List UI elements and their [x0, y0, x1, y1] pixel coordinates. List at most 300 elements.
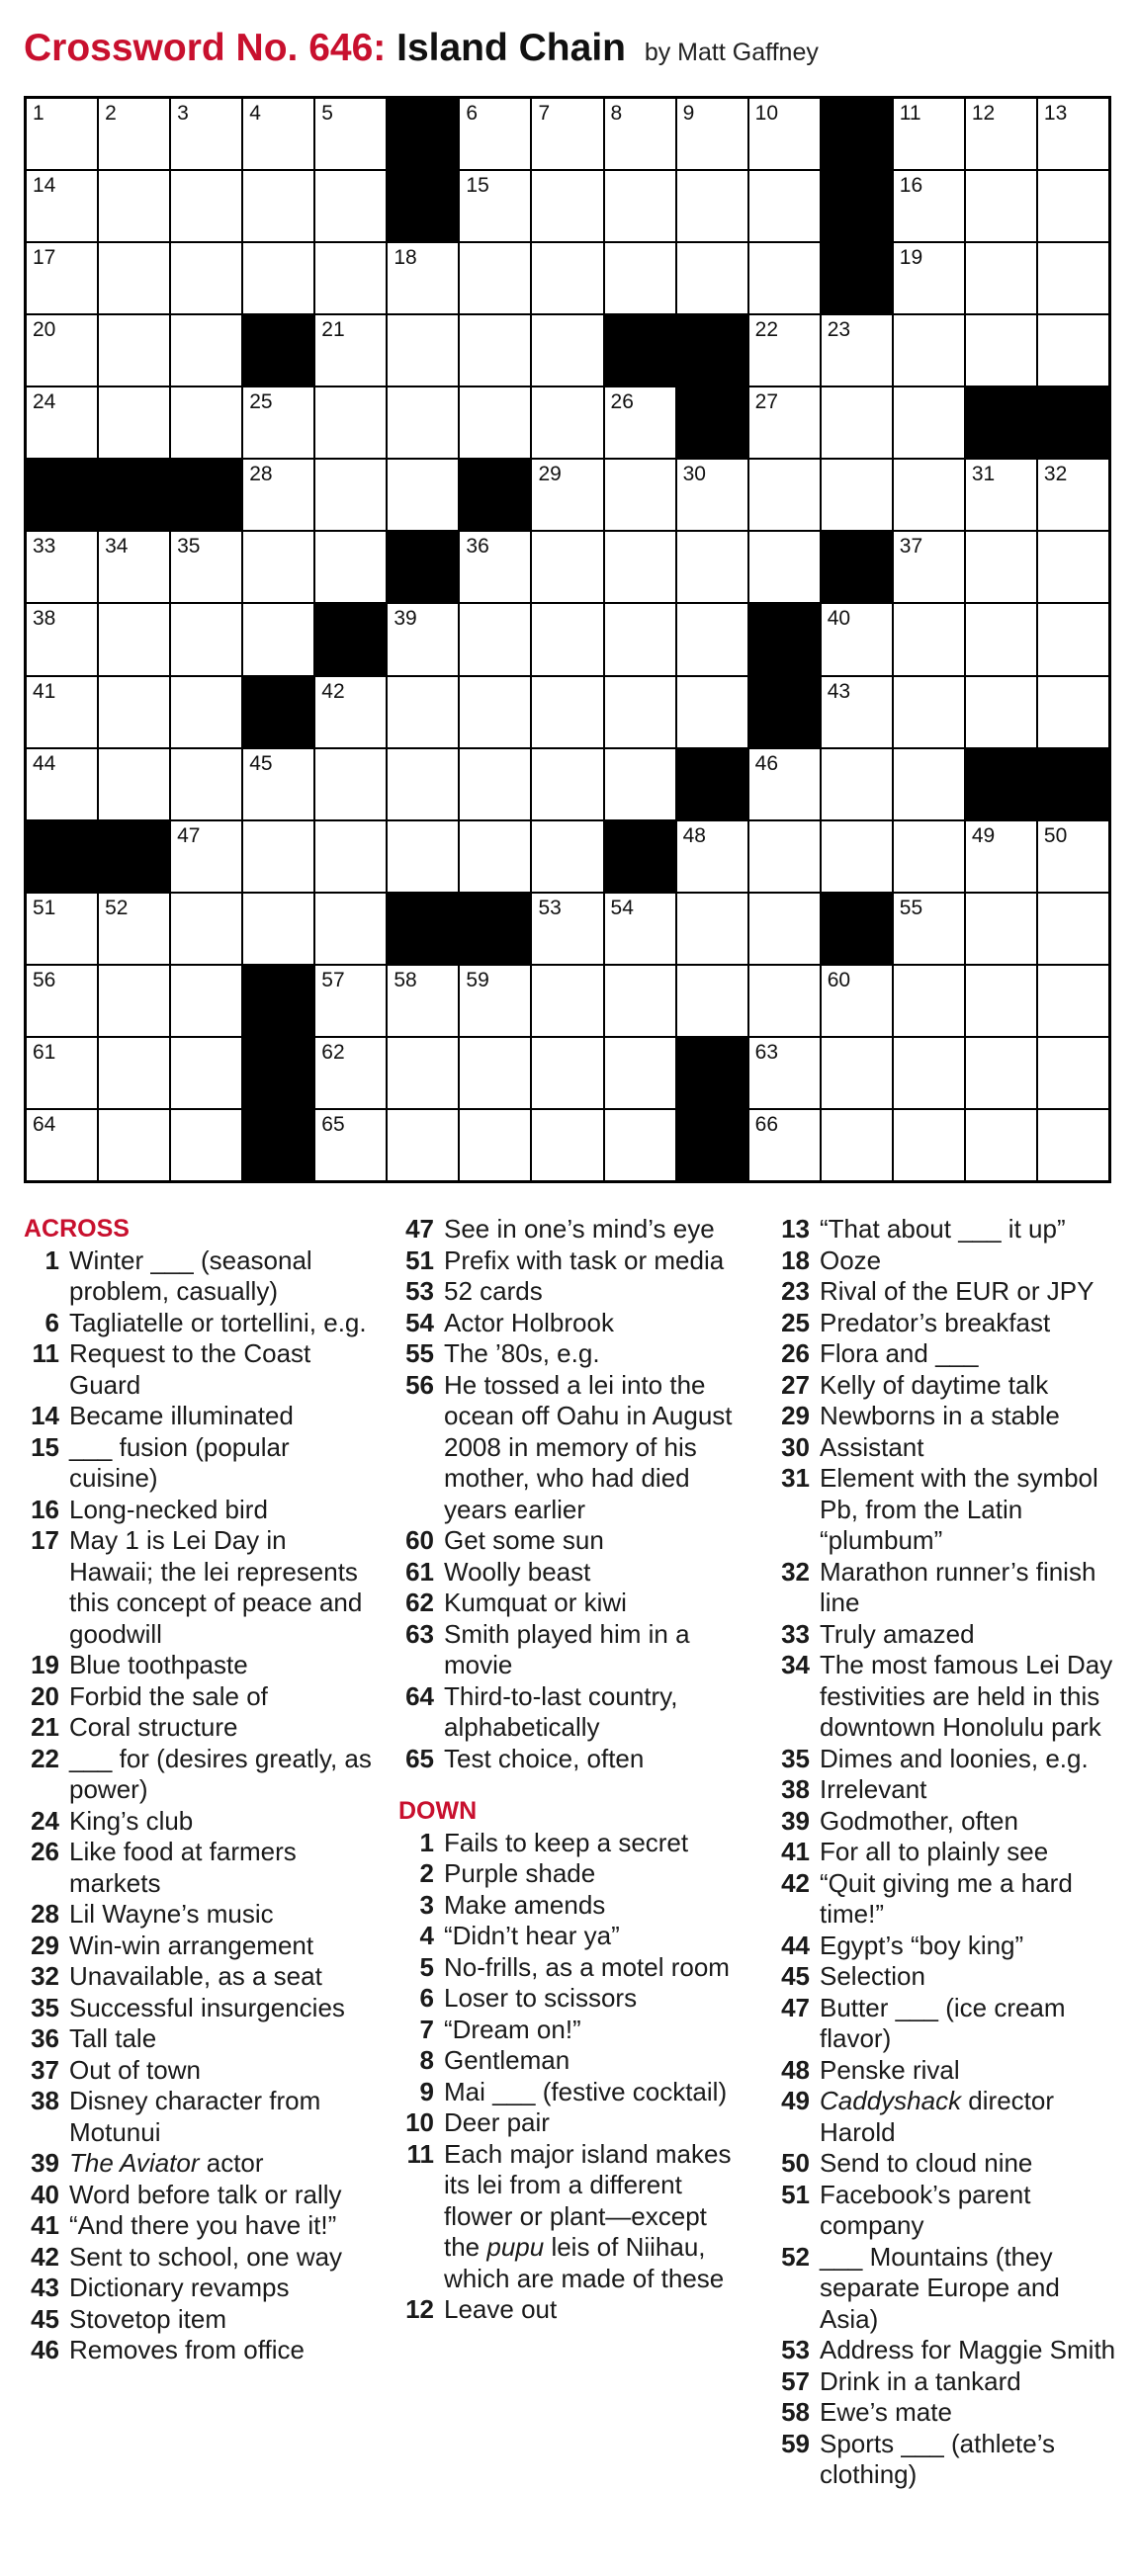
grid-square[interactable] [27, 966, 97, 1036]
clue-number: 33 [781, 1618, 810, 1649]
clue-text: “Didn’t hear ya” [444, 1921, 620, 1950]
down-clue-2 [398, 1858, 749, 1890]
grid-square[interactable] [605, 99, 675, 169]
grid-square[interactable] [894, 677, 964, 747]
grid-square[interactable] [99, 677, 169, 747]
grid-square[interactable] [171, 99, 241, 169]
grid-square[interactable] [894, 243, 964, 313]
grid-square[interactable] [315, 677, 386, 747]
grid-square[interactable] [677, 821, 747, 892]
grid-square[interactable] [388, 387, 458, 458]
clue-text: Became illuminated [69, 1401, 294, 1430]
grid-square[interactable] [1038, 99, 1108, 169]
down-clue-48 [774, 2055, 1120, 2087]
crossword-grid [24, 96, 1111, 1183]
grid-square[interactable] [315, 966, 386, 1036]
grid-square[interactable] [27, 532, 97, 602]
grid-square[interactable] [966, 677, 1036, 747]
black-square [27, 460, 97, 530]
square-number: 35 [177, 535, 201, 558]
clue-number: 42 [31, 2241, 59, 2272]
grid-square[interactable] [315, 387, 386, 458]
down-clue-13 [774, 1214, 1120, 1245]
grid-square[interactable] [171, 821, 241, 892]
grid-square[interactable] [460, 99, 530, 169]
grid-square[interactable] [749, 99, 820, 169]
grid-square[interactable] [460, 821, 530, 892]
grid-square[interactable] [749, 243, 820, 313]
grid-square[interactable] [27, 315, 97, 386]
grid-square[interactable] [605, 749, 675, 819]
grid-square[interactable] [315, 171, 386, 241]
grid-square[interactable] [27, 749, 97, 819]
square-number: 36 [466, 535, 489, 558]
black-square [822, 243, 892, 313]
square-number: 19 [899, 246, 923, 270]
clue-number: 1 [44, 1245, 59, 1275]
grid-square[interactable] [99, 243, 169, 313]
clue-number: 62 [405, 1588, 434, 1617]
grid-square[interactable] [966, 532, 1036, 602]
grid-square[interactable] [605, 677, 675, 747]
grid-square[interactable] [1038, 966, 1108, 1036]
clue-number: 54 [405, 1307, 434, 1337]
clue-text: Ooze [820, 1245, 882, 1275]
clue-text: Address for Maggie Smith [820, 2335, 1116, 2364]
grid-square[interactable] [99, 749, 169, 819]
grid-square[interactable] [605, 604, 675, 674]
clue-text: Word before talk or rally [69, 2179, 342, 2209]
grid-square[interactable] [605, 387, 675, 458]
clue-number: 21 [31, 1712, 59, 1742]
grid-square[interactable] [677, 532, 747, 602]
grid-square[interactable] [171, 387, 241, 458]
square-number: 53 [538, 896, 562, 919]
grid-square[interactable] [315, 749, 386, 819]
grid-square[interactable] [460, 171, 530, 241]
grid-square[interactable] [677, 99, 747, 169]
grid-square[interactable] [749, 387, 820, 458]
down-clue-30 [774, 1432, 1120, 1464]
grid-square[interactable] [894, 171, 964, 241]
across-clue-62 [398, 1588, 749, 1619]
grid-square[interactable] [460, 677, 530, 747]
clue-number: 63 [405, 1618, 434, 1649]
clue-text: See in one’s mind’s eye [444, 1214, 715, 1244]
grid-square[interactable] [822, 1110, 892, 1180]
grid-square[interactable] [822, 315, 892, 386]
across-clue-61 [398, 1557, 749, 1589]
grid-square[interactable] [315, 243, 386, 313]
across-clue-40 [24, 2180, 375, 2211]
square-number: 16 [899, 174, 923, 198]
grid-square[interactable] [749, 460, 820, 530]
clue-number: 32 [31, 1961, 59, 1991]
grid-square[interactable] [243, 749, 313, 819]
grid-square[interactable] [894, 604, 964, 674]
grid-square[interactable] [532, 677, 602, 747]
grid-square[interactable] [99, 1110, 169, 1180]
grid-square[interactable] [822, 749, 892, 819]
grid-square[interactable] [388, 821, 458, 892]
square-number: 51 [33, 896, 56, 919]
grid-square[interactable] [27, 894, 97, 964]
grid-square[interactable] [388, 243, 458, 313]
grid-square[interactable] [532, 99, 602, 169]
grid-square[interactable] [171, 1038, 241, 1108]
grid-square[interactable] [966, 171, 1036, 241]
across-clue-65 [398, 1744, 749, 1775]
grid-square[interactable] [1038, 677, 1108, 747]
clue-number: 46 [31, 2335, 59, 2364]
grid-square[interactable] [822, 387, 892, 458]
grid-square[interactable] [171, 171, 241, 241]
grid-square[interactable] [315, 99, 386, 169]
grid-square[interactable] [460, 1038, 530, 1108]
grid-square[interactable] [1038, 171, 1108, 241]
square-number: 63 [754, 1040, 779, 1064]
clue-number: 23 [781, 1276, 810, 1306]
clue-number: 11 [32, 1338, 59, 1368]
down-clue-35 [774, 1744, 1120, 1775]
grid-square[interactable] [99, 604, 169, 674]
grid-square[interactable] [966, 243, 1036, 313]
down-clue-41 [774, 1837, 1120, 1868]
grid-square[interactable] [749, 532, 820, 602]
down-clue-9 [398, 2077, 749, 2108]
grid-square[interactable] [27, 677, 97, 747]
black-square [243, 1110, 313, 1180]
grid-square[interactable] [894, 315, 964, 386]
square-number: 41 [33, 679, 56, 703]
grid-square[interactable] [677, 966, 747, 1036]
grid-square[interactable] [1038, 1038, 1108, 1108]
grid-square[interactable] [460, 1110, 530, 1180]
down-clue-49 [774, 2086, 1120, 2148]
clue-text: Blue toothpaste [69, 1650, 248, 1679]
grid-square[interactable] [315, 821, 386, 892]
grid-square[interactable] [388, 1038, 458, 1108]
grid-square[interactable] [822, 460, 892, 530]
grid-square[interactable] [966, 1110, 1036, 1180]
grid-square[interactable] [966, 99, 1036, 169]
across-clue-28 [24, 1899, 375, 1931]
grid-square[interactable] [966, 604, 1036, 674]
grid-square[interactable] [749, 1110, 820, 1180]
grid-square[interactable] [966, 460, 1036, 530]
clue-number: 25 [781, 1307, 810, 1337]
clue-number: 12 [405, 2294, 434, 2324]
grid-square[interactable] [532, 749, 602, 819]
grid-square[interactable] [315, 532, 386, 602]
grid-square[interactable] [388, 1110, 458, 1180]
clue-text: Tall tale [69, 2023, 157, 2053]
grid-square[interactable] [171, 894, 241, 964]
grid-square[interactable] [822, 604, 892, 674]
grid-square[interactable] [1038, 460, 1108, 530]
clue-number: 58 [781, 2397, 810, 2427]
grid-square[interactable] [243, 387, 313, 458]
grid-square[interactable] [243, 894, 313, 964]
grid-square[interactable] [1038, 1110, 1108, 1180]
grid-square[interactable] [894, 821, 964, 892]
grid-square[interactable] [460, 315, 530, 386]
across-clue-6 [24, 1308, 375, 1339]
grid-square[interactable] [243, 821, 313, 892]
square-number: 54 [610, 896, 634, 919]
clue-text: No-frills, as a motel room [444, 1951, 730, 1982]
square-number: 21 [321, 318, 345, 342]
grid-square[interactable] [243, 243, 313, 313]
grid-square[interactable] [749, 966, 820, 1036]
black-square [243, 1038, 313, 1108]
down-clue-27 [774, 1370, 1120, 1402]
grid-square[interactable] [605, 1038, 675, 1108]
square-number: 66 [754, 1112, 779, 1136]
down-clue-53 [774, 2335, 1120, 2366]
clue-text: Coral structure [69, 1712, 238, 1742]
grid-square[interactable] [388, 677, 458, 747]
down-clue-25 [774, 1308, 1120, 1339]
clue-text: Sports ___ (athlete’s clothing) [820, 2428, 1055, 2489]
grid-square[interactable] [894, 966, 964, 1036]
grid-square[interactable] [388, 749, 458, 819]
clue-number: 52 [781, 2241, 810, 2272]
clue-text: Marathon runner’s finish line [820, 1556, 1096, 1617]
grid-square[interactable] [532, 604, 602, 674]
grid-square[interactable] [894, 1038, 964, 1108]
grid-square[interactable] [605, 1110, 675, 1180]
clue-number: 40 [31, 2179, 59, 2209]
grid-square[interactable] [532, 460, 602, 530]
grid-square[interactable] [171, 749, 241, 819]
grid-square[interactable] [677, 894, 747, 964]
grid-square[interactable] [966, 966, 1036, 1036]
grid-square[interactable] [27, 243, 97, 313]
grid-square[interactable] [27, 99, 97, 169]
clue-text: Woolly beast [444, 1556, 591, 1587]
grid-square[interactable] [388, 604, 458, 674]
grid-square[interactable] [605, 966, 675, 1036]
grid-square[interactable] [1038, 532, 1108, 602]
across-clue-29 [24, 1931, 375, 1962]
grid-square[interactable] [171, 677, 241, 747]
clue-number: 59 [781, 2428, 810, 2458]
grid-square[interactable] [605, 532, 675, 602]
grid-square[interactable] [532, 821, 602, 892]
across-clue-16 [24, 1495, 375, 1526]
clue-text: Caddyshack director Harold [820, 2086, 1054, 2147]
clue-text: Predator’s breakfast [820, 1307, 1051, 1337]
black-square [677, 1110, 747, 1180]
grid-square[interactable] [388, 315, 458, 386]
down-clue-59 [774, 2429, 1120, 2491]
grid-square[interactable] [99, 532, 169, 602]
grid-square[interactable] [677, 604, 747, 674]
down-clue-6 [398, 1983, 749, 2015]
grid-square[interactable] [388, 966, 458, 1036]
grid-square[interactable] [243, 604, 313, 674]
grid-square[interactable] [99, 1038, 169, 1108]
square-number: 45 [249, 751, 273, 775]
grid-square[interactable] [27, 604, 97, 674]
grid-square[interactable] [27, 387, 97, 458]
grid-square[interactable] [1038, 243, 1108, 313]
grid-square[interactable] [99, 387, 169, 458]
grid-square[interactable] [171, 532, 241, 602]
clue-text: Facebook’s parent company [820, 2179, 1031, 2240]
grid-square[interactable] [894, 387, 964, 458]
black-square [677, 1038, 747, 1108]
grid-square[interactable] [243, 171, 313, 241]
grid-square[interactable] [171, 315, 241, 386]
grid-square[interactable] [460, 604, 530, 674]
grid-square[interactable] [99, 99, 169, 169]
clue-text: Long-necked bird [69, 1494, 268, 1524]
clue-number: 22 [31, 1743, 59, 1773]
grid-square[interactable] [605, 460, 675, 530]
square-number: 31 [971, 463, 996, 486]
grid-square[interactable] [605, 894, 675, 964]
grid-square[interactable] [243, 460, 313, 530]
grid-square[interactable] [894, 749, 964, 819]
grid-square[interactable] [822, 821, 892, 892]
square-number: 10 [754, 102, 779, 125]
grid-square[interactable] [27, 1038, 97, 1108]
clue-text: Stovetop item [69, 2303, 226, 2334]
square-number: 43 [827, 679, 851, 703]
square-number: 42 [321, 679, 345, 703]
grid-square[interactable] [532, 171, 602, 241]
clue-number: 42 [781, 1867, 810, 1898]
grid-square[interactable] [460, 749, 530, 819]
grid-square[interactable] [749, 749, 820, 819]
grid-square[interactable] [532, 387, 602, 458]
grid-square[interactable] [243, 532, 313, 602]
clue-text: Leave out [444, 2294, 558, 2324]
clue-text: ___ for (desires greatly, as power) [69, 1743, 372, 1804]
grid-square[interactable] [966, 1038, 1036, 1108]
square-number: 25 [249, 390, 273, 414]
clue-text: Third-to-last country, alphabetically [444, 1680, 678, 1742]
grid-square[interactable] [171, 243, 241, 313]
grid-square[interactable] [894, 460, 964, 530]
across-clue-17 [24, 1525, 375, 1650]
grid-square[interactable] [532, 1110, 602, 1180]
grid-square[interactable] [532, 243, 602, 313]
clue-text: The Aviator actor [69, 2148, 264, 2178]
grid-square[interactable] [677, 677, 747, 747]
grid-square[interactable] [677, 171, 747, 241]
grid-square[interactable] [171, 604, 241, 674]
grid-square[interactable] [1038, 821, 1108, 892]
square-number: 2 [105, 102, 117, 125]
across-clue-24 [24, 1806, 375, 1838]
clue-text: “That about ___ it up” [820, 1214, 1066, 1244]
grid-square[interactable] [822, 966, 892, 1036]
grid-square[interactable] [388, 460, 458, 530]
grid-square[interactable] [605, 243, 675, 313]
grid-square[interactable] [749, 821, 820, 892]
clue-text: Rival of the EUR or JPY [820, 1276, 1094, 1306]
grid-square[interactable] [966, 315, 1036, 386]
black-square [605, 315, 675, 386]
grid-square[interactable] [749, 894, 820, 964]
square-number: 3 [177, 102, 189, 125]
square-number: 57 [321, 968, 345, 991]
grid-square[interactable] [1038, 894, 1108, 964]
across-clue-56 [398, 1370, 749, 1526]
grid-square[interactable] [749, 1038, 820, 1108]
grid-square[interactable] [315, 315, 386, 386]
clue-text: Removes from office [69, 2335, 305, 2364]
clue-text: ___ Mountains (they separate Europe and Asia) [820, 2241, 1060, 2334]
grid-square[interactable] [315, 460, 386, 530]
grid-square[interactable] [532, 894, 602, 964]
black-square [1038, 749, 1108, 819]
grid-square[interactable] [460, 966, 530, 1036]
grid-square[interactable] [532, 966, 602, 1036]
grid-square[interactable] [822, 677, 892, 747]
grid-square[interactable] [894, 894, 964, 964]
grid-square[interactable] [171, 966, 241, 1036]
grid-square[interactable] [460, 387, 530, 458]
grid-square[interactable] [749, 315, 820, 386]
grid-square[interactable] [966, 821, 1036, 892]
black-square [243, 315, 313, 386]
clue-number: 26 [31, 1837, 59, 1866]
down-clue-52 [774, 2242, 1120, 2336]
grid-square[interactable] [894, 532, 964, 602]
clue-number: 24 [31, 1805, 59, 1836]
grid-square[interactable] [822, 1038, 892, 1108]
grid-square[interactable] [315, 1038, 386, 1108]
grid-square[interactable] [315, 1110, 386, 1180]
clue-number: 53 [781, 2335, 810, 2364]
black-square [677, 749, 747, 819]
grid-square[interactable] [27, 1110, 97, 1180]
grid-square[interactable] [532, 532, 602, 602]
grid-square[interactable] [99, 315, 169, 386]
grid-square[interactable] [894, 99, 964, 169]
grid-square[interactable] [1038, 604, 1108, 674]
clue-number: 36 [31, 2023, 59, 2053]
grid-square[interactable] [315, 894, 386, 964]
grid-square[interactable] [460, 532, 530, 602]
grid-square[interactable] [677, 460, 747, 530]
grid-square[interactable] [677, 243, 747, 313]
across-clue-1 [24, 1245, 375, 1308]
grid-square[interactable] [99, 171, 169, 241]
grid-square[interactable] [894, 1110, 964, 1180]
grid-square[interactable] [749, 171, 820, 241]
across-clue-14 [24, 1401, 375, 1432]
grid-square[interactable] [243, 99, 313, 169]
clue-text: Loser to scissors [444, 1983, 638, 2013]
grid-square[interactable] [171, 1110, 241, 1180]
grid-square[interactable] [27, 171, 97, 241]
grid-square[interactable] [532, 315, 602, 386]
grid-square[interactable] [460, 243, 530, 313]
grid-square[interactable] [99, 966, 169, 1036]
grid-square[interactable] [99, 894, 169, 964]
clue-number: 15 [31, 1431, 59, 1462]
grid-square[interactable] [1038, 315, 1108, 386]
grid-square[interactable] [532, 1038, 602, 1108]
grid-square[interactable] [966, 894, 1036, 964]
grid-square[interactable] [605, 171, 675, 241]
square-number: 12 [971, 102, 996, 125]
